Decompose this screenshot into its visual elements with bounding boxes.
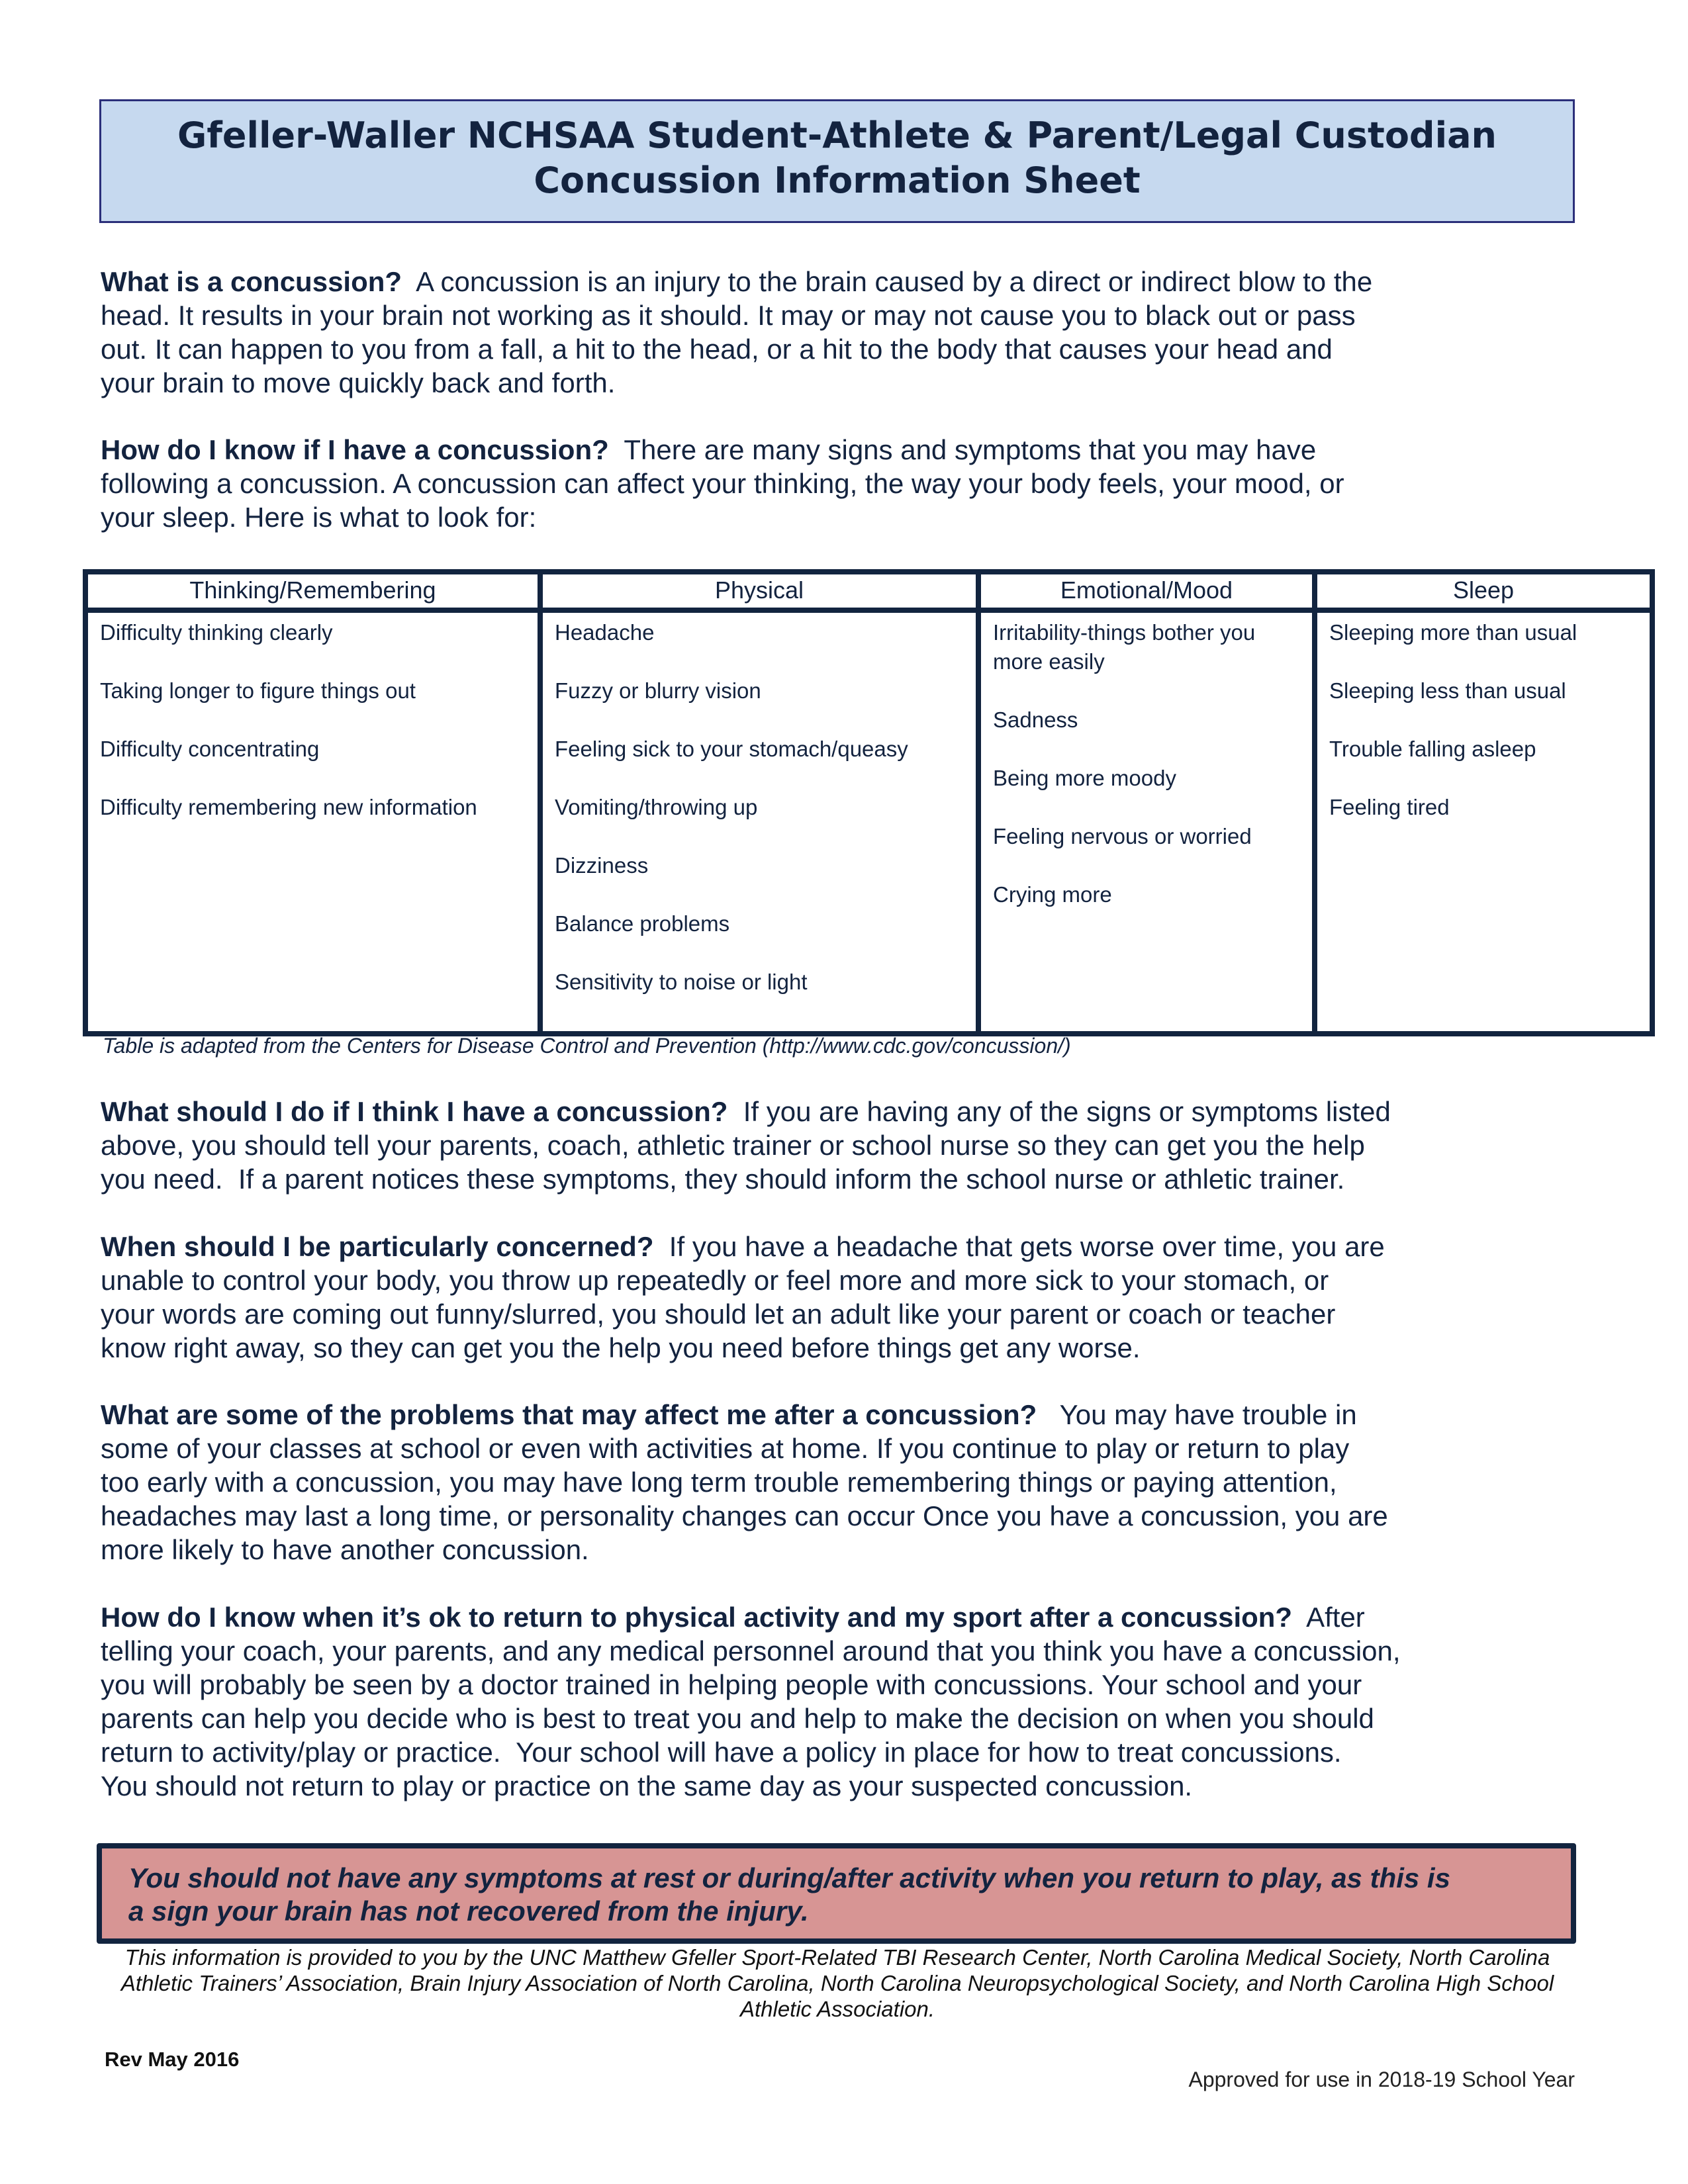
paragraph-line: [101, 1668, 1401, 1702]
column-header: Thinking/Remembering: [85, 572, 540, 610]
symptom-item: Headache: [555, 620, 655, 645]
paragraph: [101, 1398, 1388, 1567]
paragraph-text: your brain to move quickly back and forth.: [101, 367, 616, 398]
paragraph-text: following a concussion. A concussion can affect your thinking, the way your body feels, your mood, or: [101, 468, 1344, 499]
paragraph-text: parents can help you decide who is best to treat you and help to make the decision on when you should: [101, 1703, 1374, 1734]
symptom-item: Difficulty remembering new information: [100, 795, 477, 819]
paragraph-line: [101, 1702, 1401, 1735]
symptom-item: Irritability-things bother you more easily: [993, 620, 1256, 674]
symptom-item: Balance problems: [555, 911, 730, 936]
paragraph-line: [101, 1230, 1385, 1263]
paragraph-heading: When should I be particularly concerned?: [101, 1231, 654, 1262]
paragraph-text: return to activity/play or practice. Your school will have a policy in place for how to treat concussions.: [101, 1737, 1342, 1768]
symptom-item: Feeling sick to your stomach/queasy: [555, 737, 908, 761]
symptom-item: Difficulty thinking clearly: [100, 620, 333, 645]
symptom-item: Sleeping less than usual: [1329, 678, 1566, 703]
paragraph-text: out. It can happen to you from a fall, a hit to the head, or a hit to the body that causes your head and: [101, 334, 1333, 365]
paragraph-text: unable to control your body, you throw up repeatedly or feel more and more sick to your stomach, or: [101, 1265, 1329, 1296]
paragraph-line: [101, 1331, 1385, 1365]
symptom-item: Taking longer to figure things out: [100, 678, 416, 703]
paragraph: [101, 1095, 1391, 1196]
paragraph-text: you need. If a parent notices these symptoms, they should inform the school nurse or athletic trainer.: [101, 1163, 1345, 1195]
symptom-item: Crying more: [993, 882, 1112, 907]
revision-label: Rev May 2016: [105, 2048, 240, 2071]
paragraph-text: headaches may last a long time, or personality changes can occur Once you have a concussion, you are: [101, 1500, 1388, 1531]
title-line-2: Concussion Information Sheet: [534, 159, 1141, 201]
paragraph-text: If you are having any of the signs or symptoms listed: [727, 1096, 1391, 1127]
paragraph-heading: What is a concussion?: [101, 266, 402, 297]
paragraph-heading: What are some of the problems that may affect me after a concussion?: [101, 1399, 1037, 1430]
symptom-item: Feeling nervous or worried: [993, 824, 1252, 848]
paragraph-line: [101, 1398, 1388, 1432]
paragraph-text: A concussion is an injury to the brain caused by a direct or indirect blow to the: [402, 266, 1373, 297]
paragraph: [101, 1230, 1385, 1365]
paragraph-line: [101, 332, 1372, 366]
paragraph-line: [101, 1634, 1401, 1668]
paragraph-line: [101, 467, 1344, 500]
table-caption: Table is adapted from the Centers for Disease Control and Prevention (http://www.cdc.gov/concussion/): [103, 1034, 1071, 1058]
paragraph-line: [101, 1533, 1388, 1567]
paragraph-heading: How do I know when it’s ok to return to physical activity and my sport after a concussion?: [101, 1602, 1293, 1633]
paragraph-text: If you have a headache that gets worse over time, you are: [653, 1231, 1385, 1262]
symptom-item: Vomiting/throwing up: [555, 795, 758, 819]
symptom-item: Sleeping more than usual: [1329, 620, 1577, 645]
paragraph-text: your sleep. Here is what to look for:: [101, 502, 537, 533]
symptom-column: [540, 610, 978, 1034]
paragraph-heading: How do I know if I have a concussion?: [101, 434, 609, 465]
paragraph-line: [101, 1162, 1391, 1196]
paragraph-line: [101, 1769, 1401, 1803]
column-header: Sleep: [1315, 572, 1652, 610]
paragraph-text: telling your coach, your parents, and any medical personnel around that you think you have a concussion,: [101, 1635, 1401, 1666]
paragraph-text: know right away, so they can get you the help you need before things get any worse.: [101, 1332, 1141, 1363]
paragraph-line: [101, 1297, 1385, 1331]
paragraph-line: [101, 1128, 1391, 1162]
paragraph-line: [101, 1095, 1391, 1128]
paragraph-line: [101, 433, 1344, 467]
symptom-column: [85, 610, 540, 1034]
paragraph-text: too early with a concussion, you may have long term trouble remembering things or paying attention,: [101, 1467, 1337, 1498]
paragraph-text: head. It results in your brain not working as it should. It may or may not cause you to black out or pass: [101, 300, 1356, 331]
paragraph-line: [101, 1499, 1388, 1533]
symptom-column: [978, 610, 1315, 1034]
column-header: Emotional/Mood: [978, 572, 1315, 610]
paragraph-text: more likely to have another concussion.: [101, 1534, 589, 1565]
symptom-item: Feeling tired: [1329, 795, 1450, 819]
symptom-item: Sensitivity to noise or light: [555, 970, 808, 994]
alert-line-2: a sign your brain has not recovered from the injury.: [128, 1895, 809, 1927]
alert-box: [97, 1843, 1576, 1944]
column-header: Physical: [540, 572, 978, 610]
symptom-item: Fuzzy or blurry vision: [555, 678, 761, 703]
paragraph-text: your words are coming out funny/slurred, you should let an adult like your parent or coach or teacher: [101, 1298, 1336, 1330]
paragraph-text: You should not return to play or practice on the same day as your suspected concussion.: [101, 1770, 1193, 1801]
paragraph: [101, 1600, 1401, 1803]
table-body-row: [85, 610, 1652, 1034]
symptom-item: Difficulty concentrating: [100, 737, 320, 761]
symptom-item: Trouble falling asleep: [1329, 737, 1536, 761]
title-line-1: Gfeller-Waller NCHSAA Student-Athlete & Parent/Legal Custodian: [177, 114, 1497, 156]
alert-line-1: You should not have any symptoms at rest or during/after activity when you return to play, as this is: [128, 1862, 1450, 1893]
paragraph-line: [101, 1263, 1385, 1297]
paragraph-line: [101, 265, 1372, 298]
paragraph-text: You may have trouble in: [1037, 1399, 1357, 1430]
symptom-table: [83, 569, 1655, 1036]
approval-label: Approved for use in 2018-19 School Year: [1188, 2068, 1575, 2091]
paragraph-heading: What should I do if I think I have a concussion?: [101, 1096, 728, 1127]
paragraph-line: [101, 1465, 1388, 1499]
paragraph: [101, 265, 1372, 400]
title-box: [99, 99, 1575, 223]
paragraph-text: you will probably be seen by a doctor trained in helping people with concussions. Your school and your: [101, 1669, 1362, 1700]
paragraph-text: above, you should tell your parents, coach, athletic trainer or school nurse so they can get you the help: [101, 1130, 1365, 1161]
credits-text: This information is provided to you by the UNC Matthew Gfeller Sport-Related TBI Research Center, North Carolina Medical Society, North Carolina Athletic Trainers’ Association, Brain Injury Association of North Carolina, North Carolina Neuropsychological Society, and North Carolina High School Athletic Association.: [120, 1945, 1554, 2021]
symptom-item: Being more moody: [993, 766, 1176, 790]
table-header-row: [85, 572, 1652, 610]
symptom-column: [1315, 610, 1652, 1034]
paragraph-text: After: [1292, 1602, 1365, 1633]
paragraph: [101, 433, 1344, 534]
paragraph-line: [101, 1735, 1401, 1769]
paragraph-line: [101, 366, 1372, 400]
paragraph-line: [101, 1600, 1401, 1634]
paragraph-line: [101, 1432, 1388, 1465]
symptom-item: Dizziness: [555, 853, 649, 878]
symptom-item: Sadness: [993, 707, 1078, 732]
paragraph-text: There are many signs and symptoms that you may have: [608, 434, 1317, 465]
paragraph-text: some of your classes at school or even with activities at home. If you continue to play or return to play: [101, 1433, 1350, 1464]
paragraph-line: [101, 500, 1344, 534]
paragraph-line: [101, 298, 1372, 332]
